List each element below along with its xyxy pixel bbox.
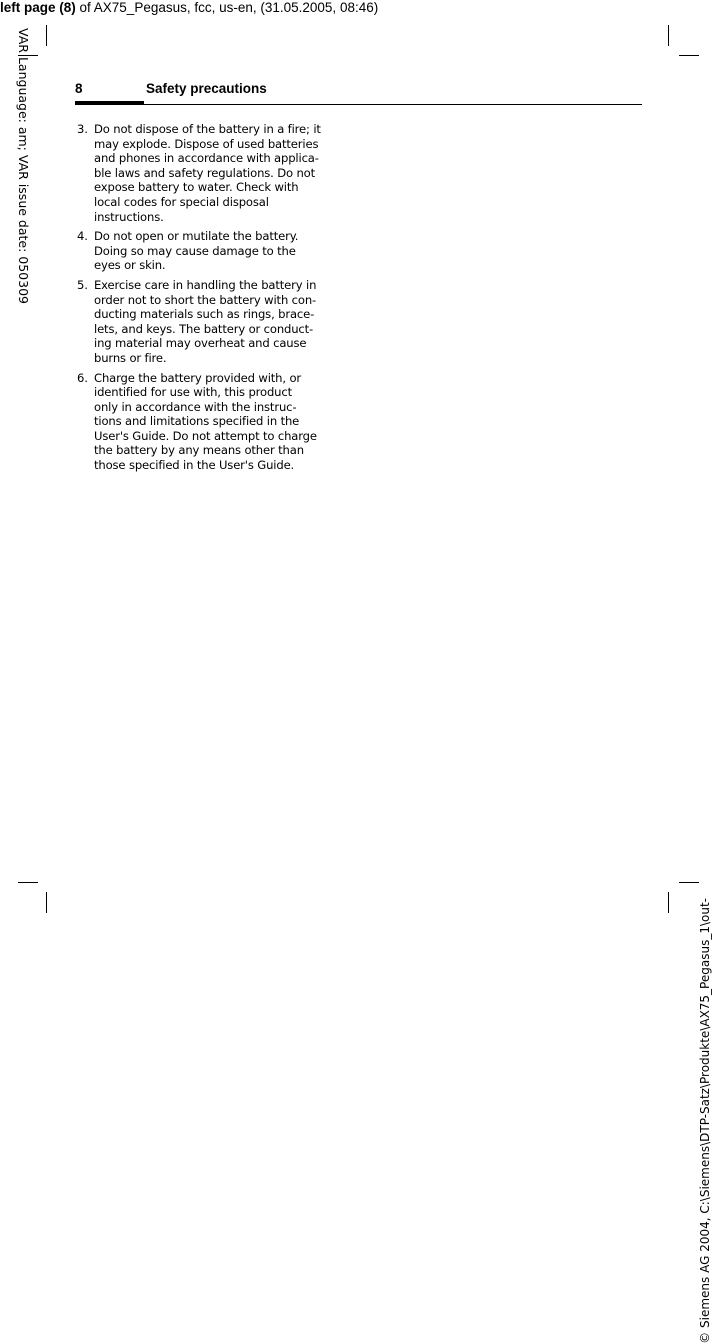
list-item-text — [94, 278, 345, 366]
list-item-number: 3. — [77, 122, 88, 136]
side-note-left: VAR Language: am; VAR issue date: 050309 — [16, 28, 31, 304]
text-line: ing material may overheat and cause — [94, 336, 307, 351]
text-line: Exercise care in handling the battery in — [94, 277, 317, 292]
list-item — [77, 122, 345, 224]
section-title: Safety precautions — [146, 81, 267, 96]
crop-mark-bottom-left-h — [18, 882, 38, 883]
list-item-number: 5. — [77, 277, 88, 292]
text-line: ble laws and safety regulations. Do not — [94, 165, 316, 180]
text-line: those specified in the User's Guide. — [94, 458, 295, 473]
safety-list — [77, 122, 345, 478]
text-line: eyes or skin. — [94, 258, 166, 273]
text-line: order not to short the battery with con- — [94, 292, 317, 307]
text-line: User's Guide. Do not attempt to charge — [94, 428, 317, 443]
text-line: only in accordance with the instruc- — [94, 399, 297, 414]
crop-mark-bottom-left-v — [46, 892, 47, 913]
print-header-page-label: left page (8) — [0, 0, 76, 15]
text-line: the battery by any means other than — [94, 443, 304, 458]
header-rule-thin — [144, 104, 642, 105]
text-line: Do not open or mutilate the battery. — [94, 229, 299, 244]
crop-mark-top-left-v — [46, 25, 47, 46]
text-line: and phones in accordance with applica- — [94, 151, 319, 166]
text-line: Doing so may cause damage to the — [94, 243, 296, 258]
list-item-text — [94, 229, 345, 273]
print-header — [0, 0, 378, 16]
crop-mark-top-right-v — [668, 25, 669, 46]
text-line: burns or fire. — [94, 350, 167, 365]
crop-mark-top-right-h — [679, 55, 699, 56]
list-item — [77, 229, 345, 273]
list-item — [77, 371, 345, 473]
side-note-right: © Siemens AG 2004, C:\Siemens\DTP-Satz\Produkte\AX75_Pegasus_1\out- — [698, 898, 712, 1344]
text-line: lets, and keys. The battery or conduct- — [94, 321, 314, 336]
text-line: instructions. — [94, 209, 164, 224]
text-line: local codes for special disposal — [94, 194, 269, 209]
text-line: ducting materials such as rings, brace- — [94, 307, 315, 322]
crop-mark-bottom-right-v — [668, 892, 669, 913]
text-line: may explode. Dispose of used batteries — [94, 136, 319, 151]
list-item-number: 4. — [77, 229, 88, 244]
text-line: Charge the battery provided with, or — [94, 370, 302, 385]
list-item-text — [94, 371, 345, 473]
list-item-text — [94, 122, 345, 224]
text-line: identified for use with, this product — [94, 385, 292, 400]
list-item — [77, 278, 345, 366]
text-line: tions and limitations specified in the — [94, 414, 300, 429]
header-rule-thick — [75, 101, 144, 105]
list-item-number: 6. — [77, 370, 88, 385]
text-line: Do not dispose of the battery in a fire; it — [94, 122, 321, 136]
text-line: expose battery to water. Check with — [94, 180, 299, 195]
page-number: 8 — [75, 81, 83, 96]
print-header-info: of AX75_Pegasus, fcc, us-en, (31.05.2005, 08:46) — [75, 0, 379, 15]
crop-mark-bottom-right-h — [679, 882, 699, 883]
